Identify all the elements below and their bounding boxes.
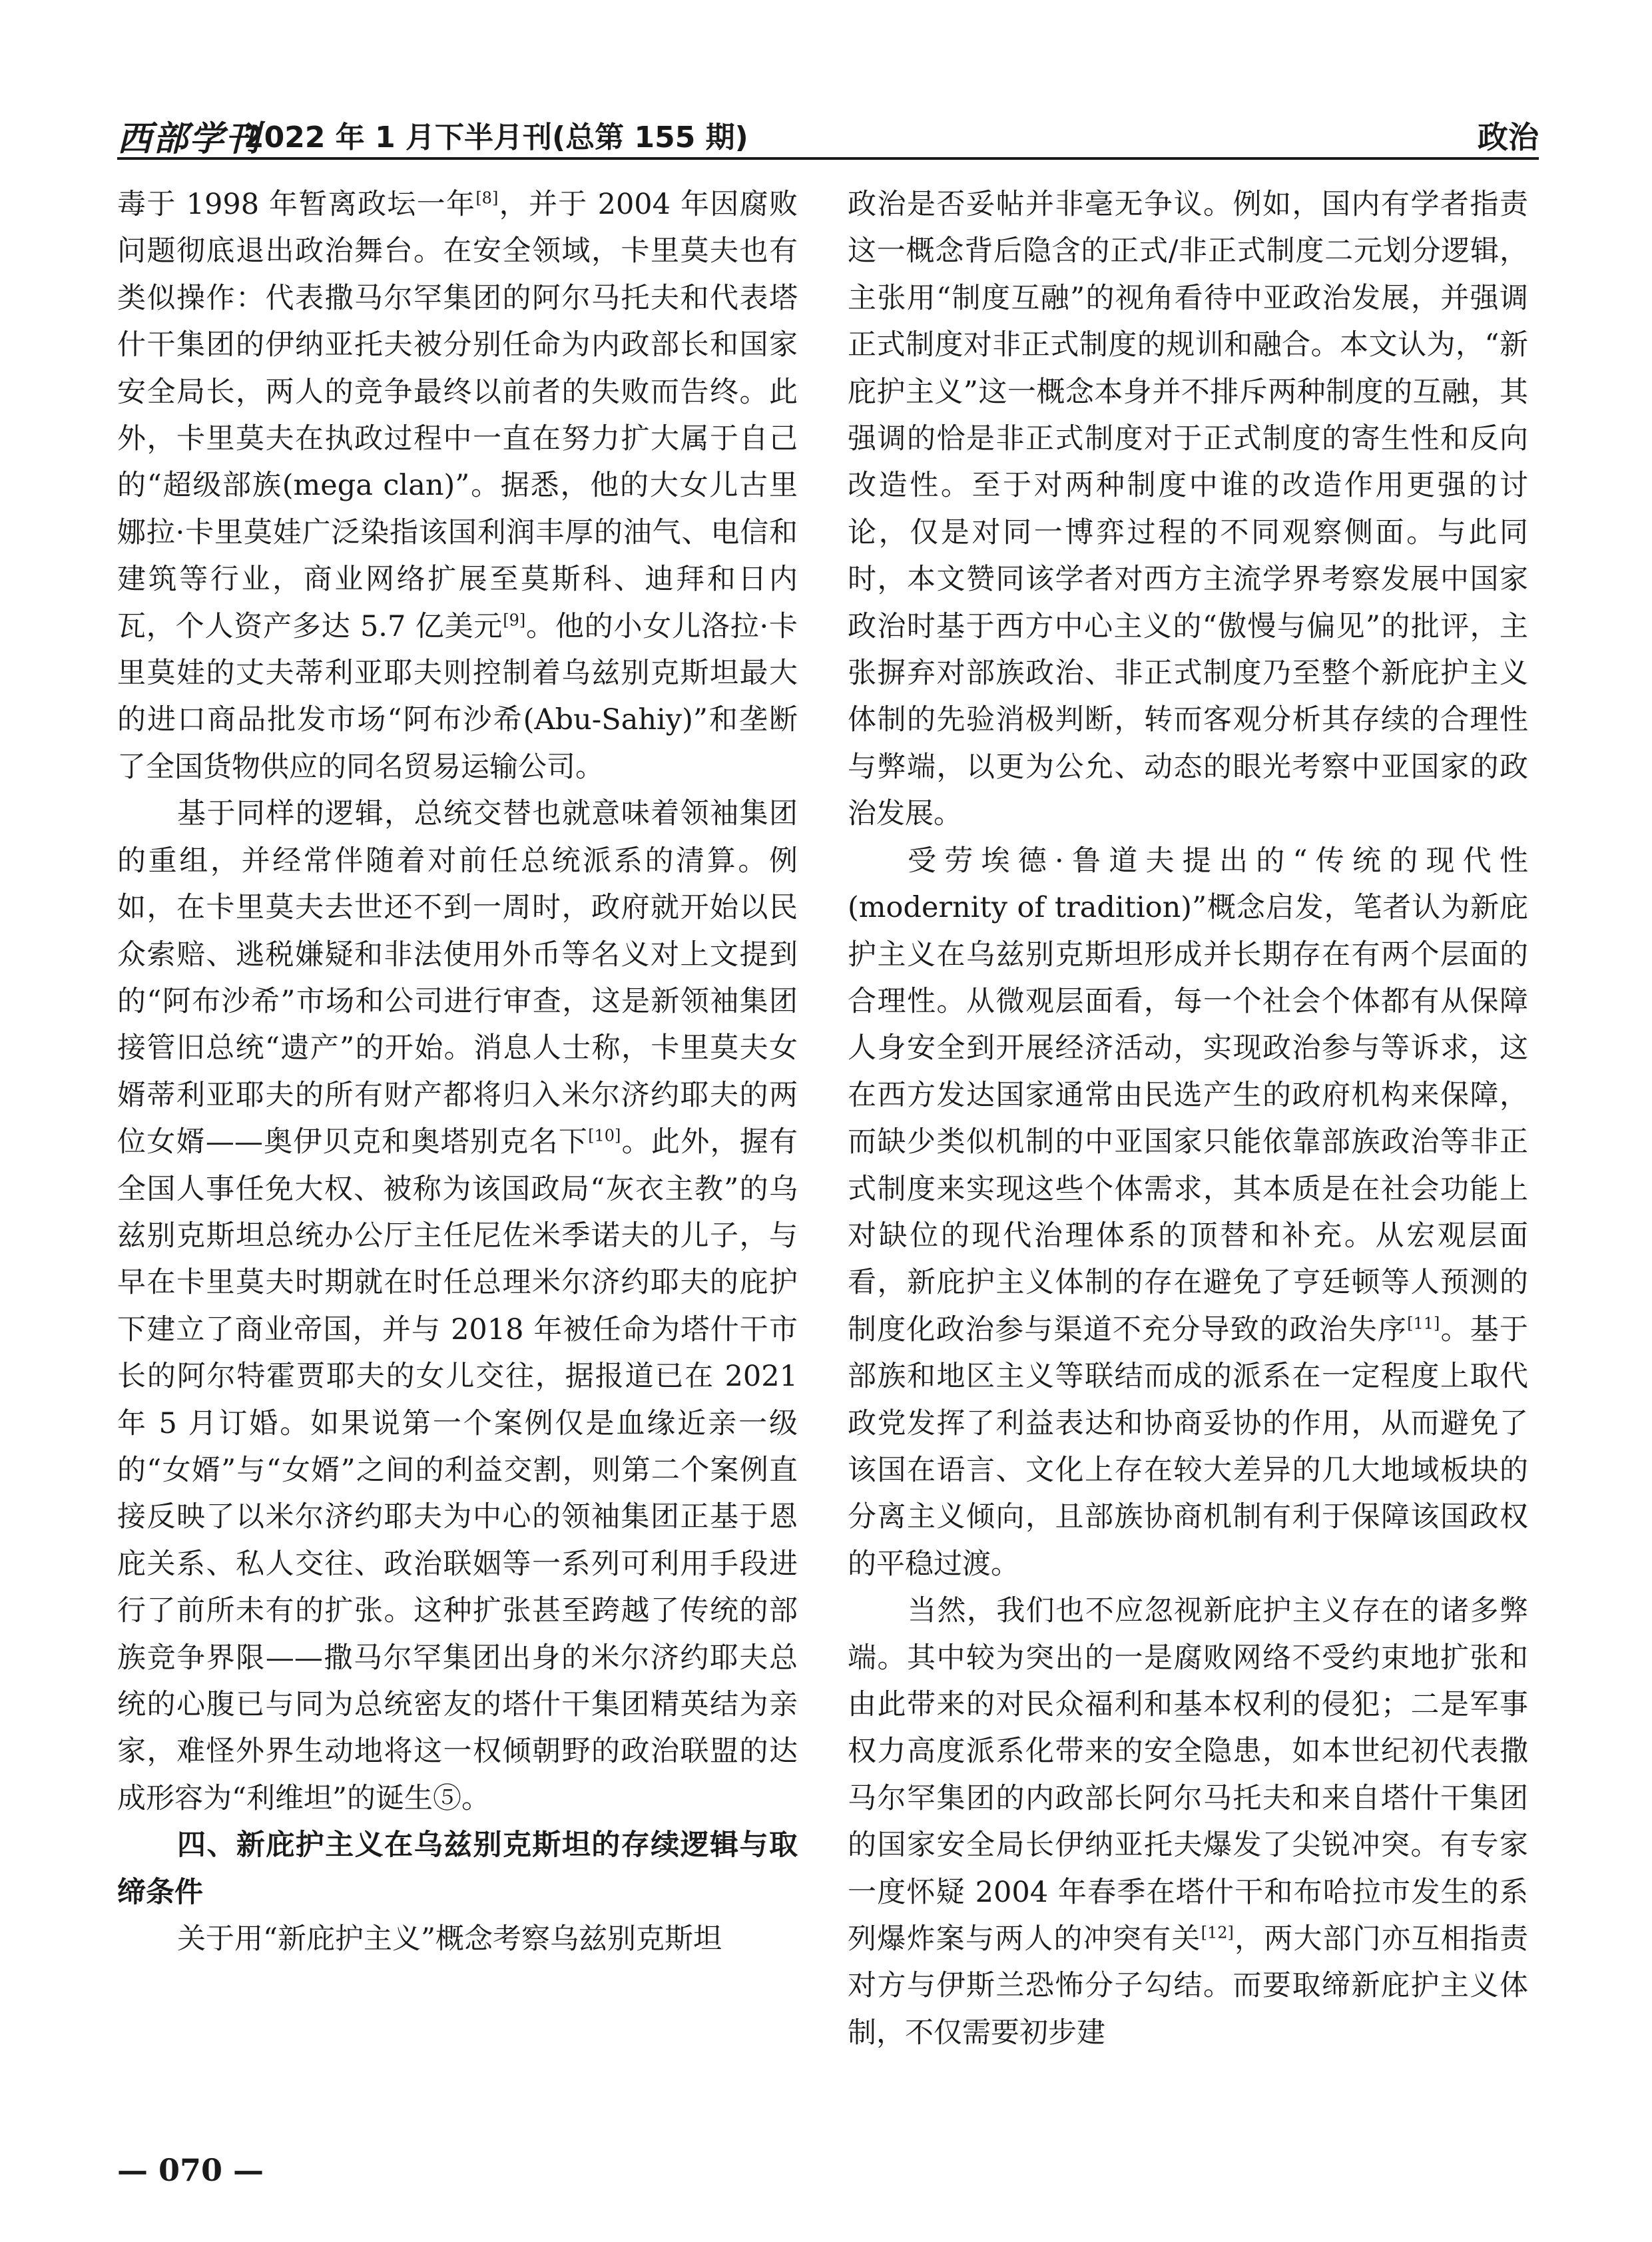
page-header — [117, 107, 1539, 160]
citation-ref[interactable]: [8] — [475, 188, 499, 208]
journal-logo: 西部学刊 — [117, 119, 262, 159]
paragraph: 关于用“新庇护主义”概念考察乌兹别克斯坦 — [177, 1922, 722, 1956]
issue-info: 2022 年 1 月下半月刊(总第 155 期) — [244, 121, 748, 154]
paragraph: 政治是否妥帖并非毫无争议。例如，国内有学者指责这一概念背后隐含的正式/非正式制度二元划分逻辑，主张用“制度互融”的视角看待中亚政治发展，并强调正式制度对非正式制度的规训和融合。本文认为，“新庇护主义”这一概念本身并不排斥两种制度的互融，其强调的恰是非正式制度对于正式制度的寄生性和反向改造性。至于对两种制度中谁的改造作用更强的讨论，仅是对同一博弈过程的不同观察侧面。与此同时，本文赞同该学者对西方主流学界考察发展中国家政治时基于西方中心主义的“傲慢与偏见”的批评，主张摒弃对部族政治、非正式制度乃至整个新庇护主义体制的先验消极判断，转而客观分析其存续的合理性与弊端，以更为公允、动态的眼光考察中亚国家的政治发展。 — [848, 188, 1528, 831]
paragraph: 基于同样的逻辑，总统交替也就意味着领袖集团的重组，并经常伴随着对前任总统派系的清算。例如，在卡里莫夫去世还不到一周时，政府就开始以民众索赔、逃税嫌疑和非法使用外币等名义对上文提到的“阿布沙希”市场和公司进行审查，这是新领袖集团接管旧总统“遗产”的开始。消息人士称，卡里莫夫女婿蒂利亚耶夫的所有财产都将归入米尔济约耶夫的两位女婿——奥伊贝克和奥塔别克名下[10]。此外，握有全国人事任免大权、被称为该国政局“灰衣主教”的乌兹别克斯坦总统办公厅主任尼佐米季诺夫的儿子，与早在卡里莫夫时期就在时任总理米尔济约耶夫的庇护下建立了商业帝国，并与 2018 年被任命为塔什干市长的阿尔特霍贾耶夫的女儿交往，据报道已在 2021 年 5 月订婚。如果说第一个案例仅是血缘近亲一级的“女婿”与“女婿”之间的利益交割，则第二个案例直接反映了以米尔济约耶夫为中心的领袖集团正基于恩庇关系、私人交往、政治联姻等一系列可利用手段进行了前所未有的扩张。这种扩张甚至跨越了传统的部族竞争界限——撒马尔罕集团出身的米尔济约耶夫总统的心腹已与同为总统密友的塔什干集团精英结为亲家，难怪外界生动地将这一权倾朝野的政治联盟的达成形容为“利维坦”的诞生⑤。 — [117, 797, 798, 1815]
paragraph: 毒于 1998 年暂离政坛一年[8]，并于 2004 年因腐败问题彻底退出政治舞台。在安全领域，卡里莫夫也有类似操作：代表撒马尔罕集团的阿尔马托夫和代表塔什干集团的伊纳亚托夫被分别任命为内政部长和国家安全局长，两人的竞争最终以前者的失败而告终。此外，卡里莫夫在执政过程中一直在努力扩大属于自己的“超级部族(mega clan)”。据悉，他的大女儿古里娜拉·卡里莫娃广泛染指该国利润丰厚的油气、电信和建筑等行业，商业网络扩展至莫斯科、迪拜和日内瓦，个人资产多达 5.7 亿美元[9]。他的小女儿洛拉·卡里莫娃的丈夫蒂利亚耶夫则控制着乌兹别克斯坦最大的进口商品批发市场“阿布沙希(Abu-Sahiy)”和垄断了全国货物供应的同名贸易运输公司。 — [117, 188, 798, 784]
paragraph: 受劳埃德·鲁道夫提出的“传统的现代性(modernity of tradition)”概念启发，笔者认为新庇护主义在乌兹别克斯坦形成并长期存在有两个层面的合理性。从微观层面看，每一个社会个体都有从保障人身安全到开展经济活动，实现政治参与等诉求，这在西方发达国家通常由民选产生的政府机构来保障，而缺少类似机制的中亚国家只能依靠部族政治等非正式制度来实现这些个体需求，其本质是在社会功能上对缺位的现代治理体系的顶替和补充。从宏观层面看，新庇护主义体制的存在避免了亨廷顿等人预测的制度化政治参与渠道不充分导致的政治失序[11]。基于部族和地区主义等联结而成的派系在一定程度上取代政党发挥了利益表达和协商妥协的作用，从而避免了该国在语言、文化上存在较大差异的几大地域板块的分离主义倾向，且部族协商机制有利于保障该国政权的平稳过渡。 — [848, 844, 1529, 1581]
section-name: 政治 — [1478, 119, 1539, 155]
citation-ref[interactable]: [9] — [503, 611, 526, 630]
citation-ref[interactable]: [10] — [588, 1126, 621, 1145]
left-column — [117, 181, 798, 1962]
citation-ref[interactable]: [12] — [1201, 1923, 1234, 1942]
section-heading: 四、新庇护主义在乌兹别克斯坦的存续逻辑与取缔条件 — [117, 1828, 798, 1909]
citation-ref[interactable]: [11] — [1407, 1314, 1440, 1333]
page-number: — 070 — — [117, 2152, 264, 2188]
right-column — [848, 181, 1528, 2056]
paragraph: 当然，我们也不应忽视新庇护主义存在的诸多弊端。其中较为突出的一是腐败网络不受约束地扩张和由此带来的对民众福利和基本权利的侵犯；二是军事权力高度派系化带来的安全隐患，如本世纪初代表撒马尔罕集团的内政部长阿尔马托夫和来自塔什干集团的国家安全局长伊纳亚托夫爆发了尖锐冲突。有专家一度怀疑 2004 年春季在塔什干和布哈拉市发生的系列爆炸案与两人的冲突有关[12]，两大部门亦互相指责对方与伊斯兰恐怖分子勾结。而要取缔新庇护主义体制，不仅需要初步建 — [848, 1594, 1529, 2050]
